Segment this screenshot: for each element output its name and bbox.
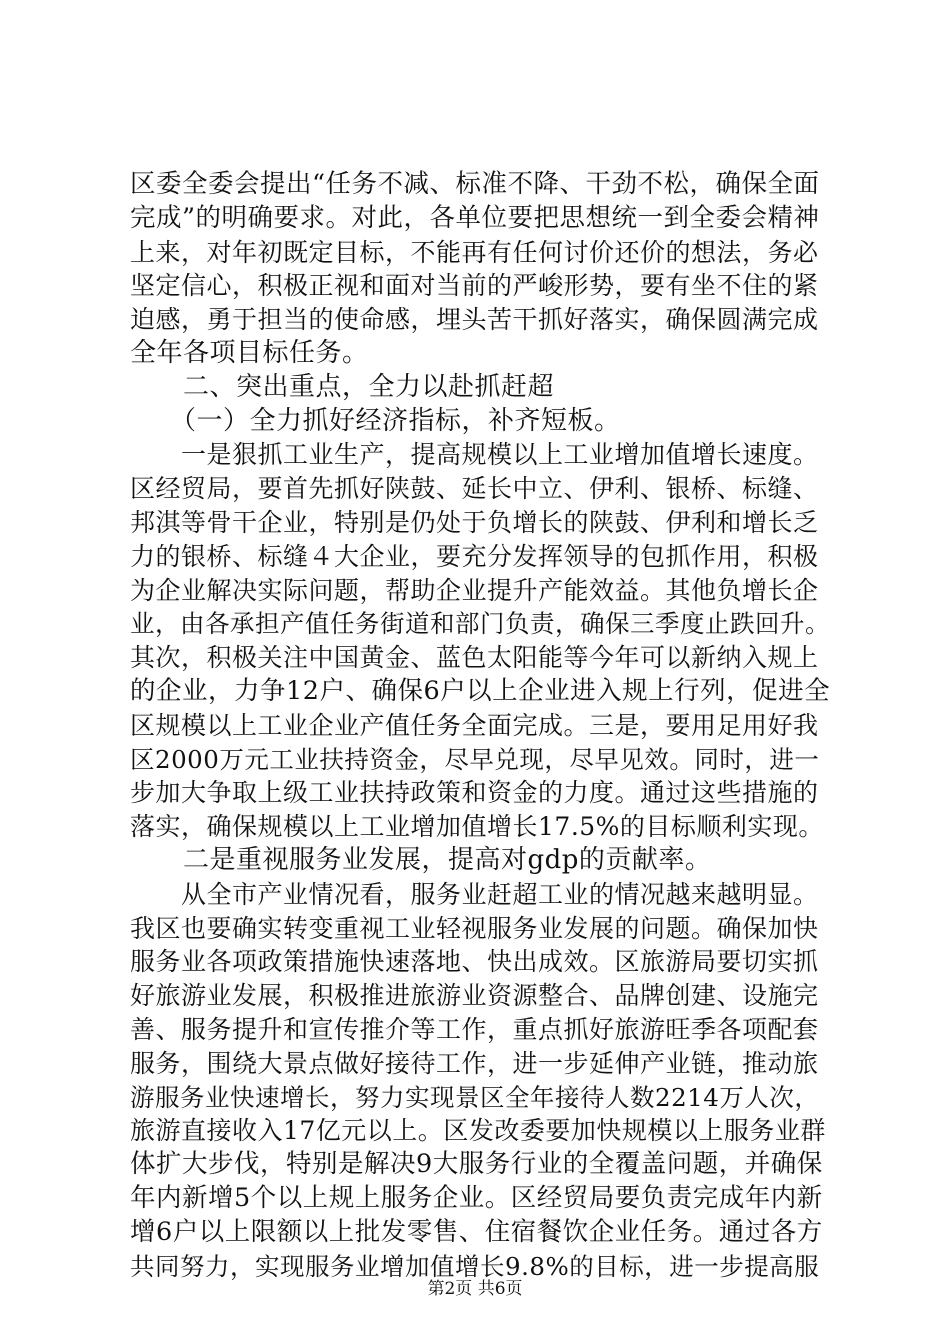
text-line: 步加大争取上级工业扶持政策和资金的力度。通过这些措施的 (130, 778, 819, 808)
text-line: 全年各项目标任务。 (130, 337, 369, 368)
text-line: 落实，确保规模以上工业增加值增长17.5%的目标顺利实现。 (130, 812, 824, 842)
text-line: （一）全力抓好经济指标，补齐短板。 (130, 405, 621, 436)
text-line: 区经贸局，要首先抓好陕鼓、延长中立、伊利、银桥、标缝、 (130, 474, 819, 504)
text-line: 上来，对年初既定目标，不能再有任何讨价还价的想法，务必 (130, 237, 819, 267)
text-line: 我区也要确实转变重视工业轻视服务业发展的问题。确保加快 (130, 913, 819, 943)
text-line: 好旅游业发展，积极推进旅游业资源整合、品牌创建、设施完 (130, 981, 819, 1011)
text-line: 迫感，勇于担当的使命感，埋头苦干抓好落实，确保圆满完成 (130, 305, 819, 335)
text-line: 坚定信心，积极正视和面对当前的严峻形势，要有坐不住的紧 (130, 271, 819, 301)
text-line: 区2000万元工业扶持资金，尽早兑现，尽早见效。同时，进一 (130, 744, 820, 774)
text-line: 游服务业快速增长，努力实现景区全年接待人数2214万人次， (130, 1082, 820, 1112)
text-line: 区规模以上工业企业产值任务全面完成。三是，要用足用好我 (130, 710, 819, 740)
text-line: 业，由各承担产值任务街道和部门负责，确保三季度止跌回升。 (130, 609, 830, 639)
text-line: 的企业，力争12户、确保6户以上企业进入规上行列，促进全 (130, 675, 831, 706)
text-line: 增6户以上限额以上批发零售、住宿餐饮企业任务。通过各方 (130, 1216, 823, 1247)
text-line: 服务，围绕大景点做好接待工作，进一步延伸产业链，推动旅 (130, 1048, 819, 1078)
page-footer: 第2页 共6页 (427, 1279, 523, 1299)
text-line: 旅游直接收入17亿元以上。区发改委要加快规模以上服务业群 (130, 1116, 826, 1146)
text-line: 服务业各项政策措施快速落地、快出成效。区旅游局要切实抓 (130, 947, 819, 977)
text-line: 共同努力，实现服务业增加值增长9.8%的目标，进一步提高服 (130, 1251, 820, 1281)
text-line: 一是狠抓工业生产，提高规模以上工业增加值增长速度。 (130, 440, 819, 470)
text-line: 力的银桥、标缝４大企业，要充分发挥领导的包抓作用，积极 (130, 541, 819, 571)
text-line: 其次，积极关注中国黄金、蓝色太阳能等今年可以新纳入规上 (130, 643, 819, 673)
text-line: 区委全委会提出“任务不减、标准不降、干劲不松，确保全面 (130, 169, 820, 199)
text-line: 二、突出重点，全力以赴抓赶超 (130, 371, 555, 402)
text-line: 二是重视服务业发展，提高对gdp的贡献率。 (130, 844, 712, 875)
text-line: 从全市产业情况看，服务业赶超工业的情况越来越明显。 (130, 879, 819, 909)
text-line: 善、服务提升和宣传推介等工作，重点抓好旅游旺季各项配套 (130, 1014, 819, 1044)
text-line: 年内新增5个以上规上服务企业。区经贸局要负责完成年内新 (130, 1182, 823, 1213)
text-line: 完成”的明确要求。对此，各单位要把思想统一到全委会精神 (130, 202, 820, 233)
document-body (130, 168, 830, 1283)
text-line: 为企业解决实际问题，帮助企业提升产能效益。其他负增长企 (130, 575, 819, 605)
text-line: 体扩大步伐，特别是解决9大服务行业的全覆盖问题，并确保 (130, 1149, 823, 1180)
text-line: 邦淇等骨干企业，特别是仍处于负增长的陕鼓、伊利和增长乏 (130, 507, 819, 537)
